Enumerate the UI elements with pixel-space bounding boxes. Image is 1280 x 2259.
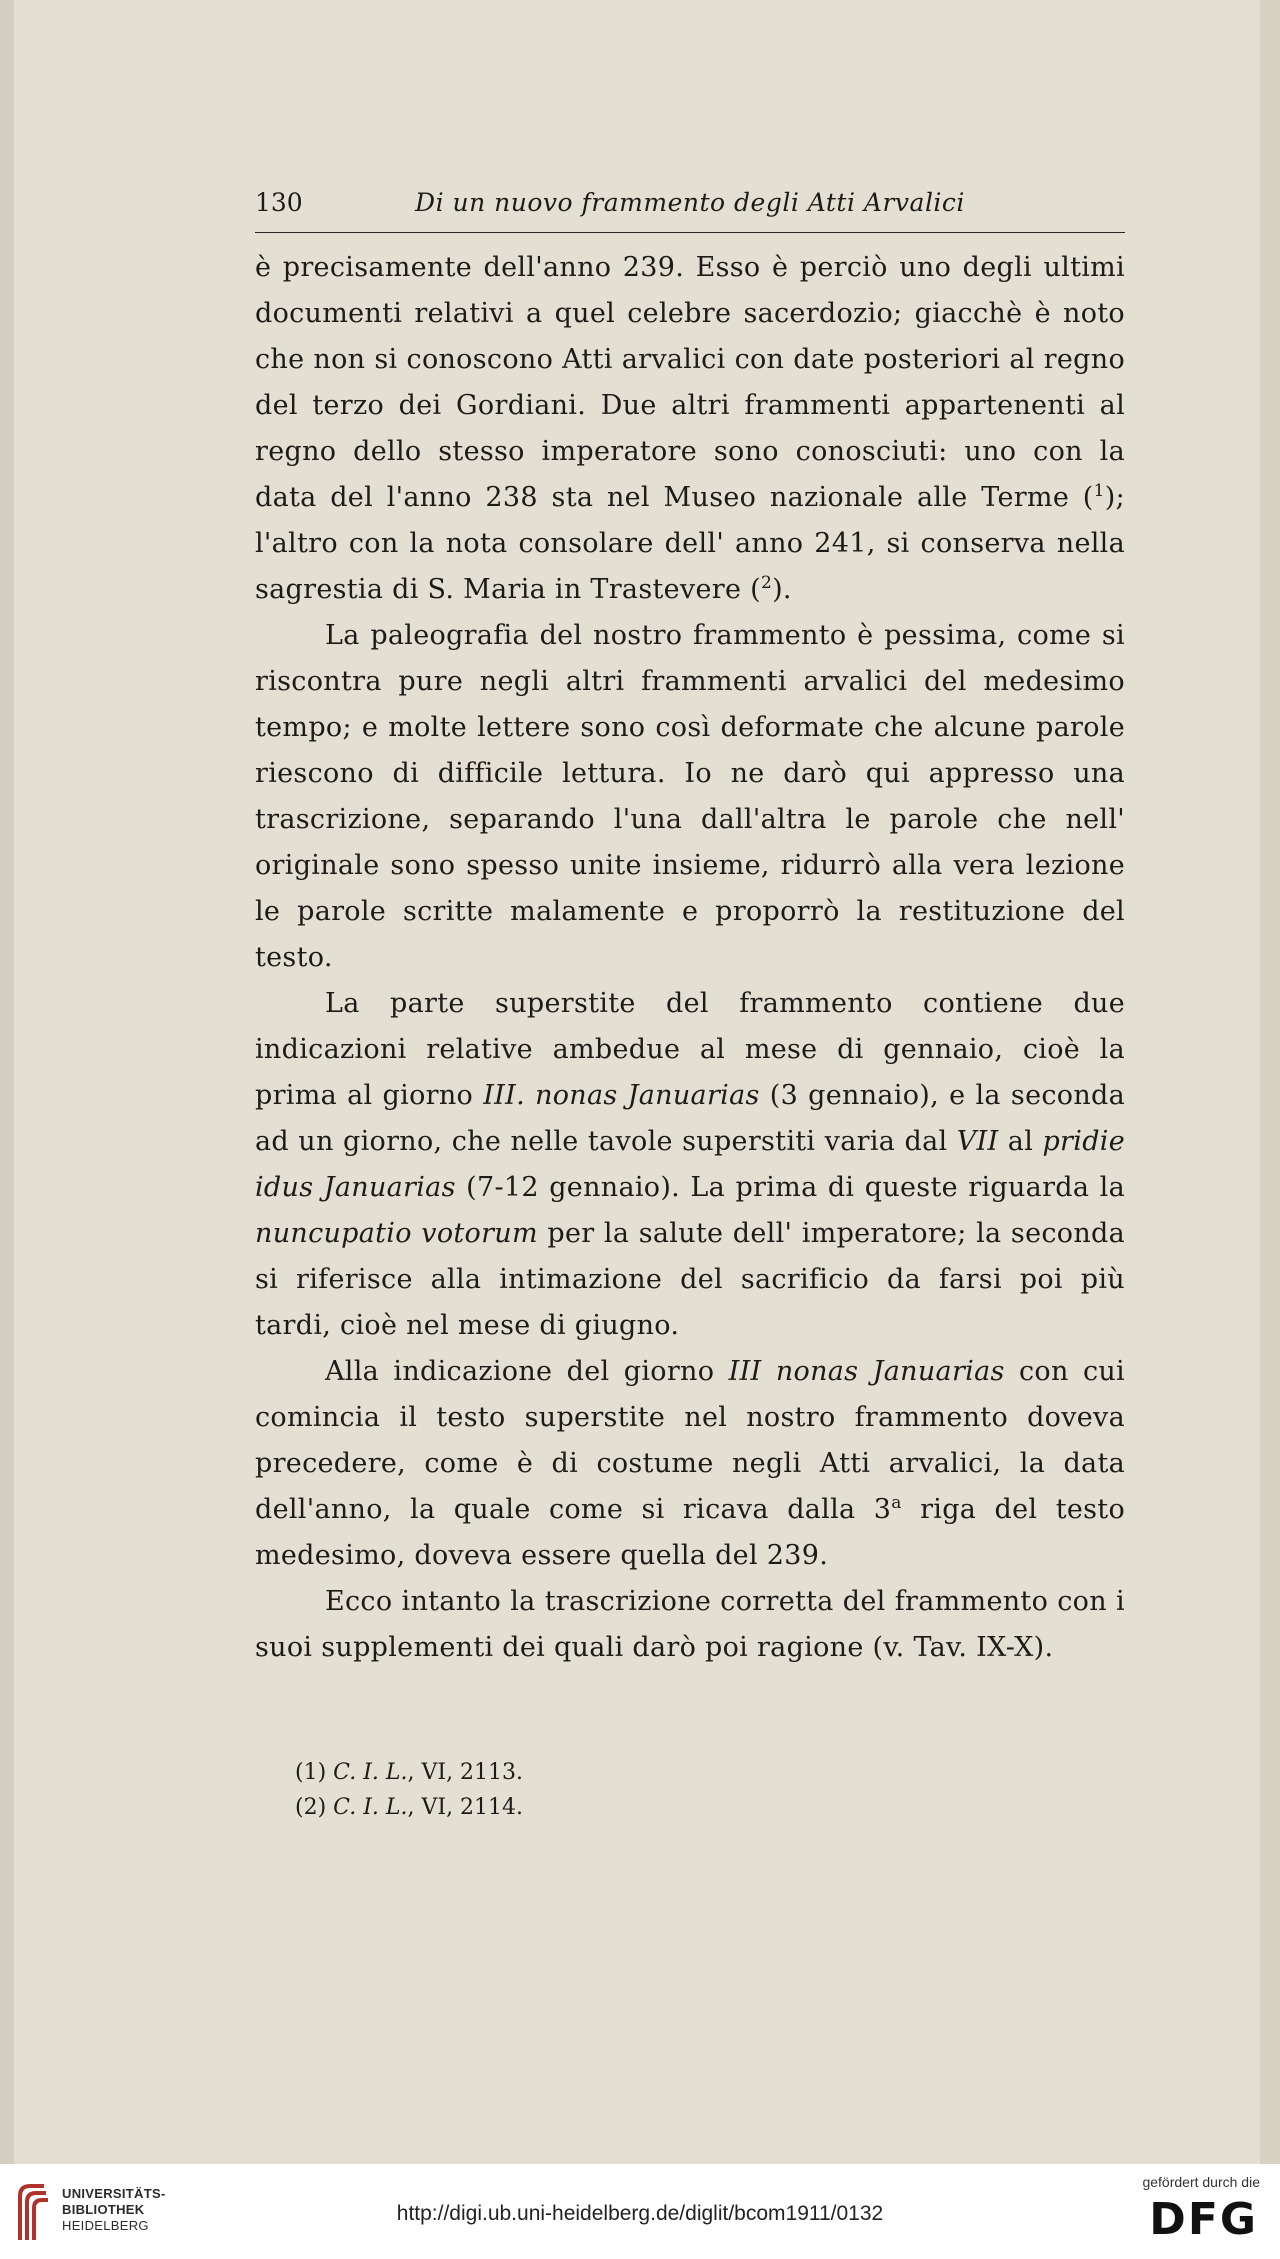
paragraph-text: (7-12 gennaio). La prima di queste riguarda la [455, 1172, 1125, 1203]
funder-caption: gefördert durch die [1142, 2174, 1260, 2190]
paragraph-3 [255, 981, 1125, 1349]
paragraph-text: è precisamente dell'anno 239. Esso è perciò uno degli ultimi documenti relativi a quel celebre sacerdozio; giacchè è noto che non si conoscono Atti arvalici con date posteriori al regno del terzo dei Gordiani. Due altri frammenti appartenenti al regno dello stesso imperatore sono conosciuti: uno con la data del l'anno 238 sta nel Museo nazionale alle Terme ( [255, 252, 1125, 513]
paragraph-1 [255, 245, 1125, 613]
paragraph-text: ); l'altro con la nota consolare dell' anno 241, si conserva nella sagrestia di S. Maria in Trastevere ( [255, 482, 1125, 605]
paragraph-text: (3 gennaio), e la seconda ad un giorno, che nelle tavole superstiti varia dal [255, 1080, 1126, 1157]
paragraph-text: con cui comincia il testo superstite nel nostro frammento doveva precedere, come è di costume negli Atti arvalici, la data dell'anno, la quale come si ricava dalla 3 [255, 1356, 1125, 1525]
footnote-ref-1: 1 [1093, 481, 1105, 501]
library-line: HEIDELBERG [62, 2218, 149, 2233]
paragraph-4 [255, 1349, 1125, 1579]
footnote-source: C. I. L. [333, 1760, 408, 1785]
dfg-logo: DFG [1149, 2194, 1258, 2245]
italic-term: nuncupatio votorum [255, 1218, 538, 1249]
footnotes [255, 1755, 1125, 1825]
page-edge-right [1260, 0, 1280, 2164]
paragraph-text: Alla indicazione del giorno [325, 1356, 729, 1387]
ordinal-superscript: a [891, 1493, 902, 1513]
paragraph-text: per la salute dell' imperatore; la seconda si riferisce alla intimazione del sacrificio da farsi poi più tardi, cioè nel mese di giugno. [255, 1218, 1125, 1341]
running-title: Di un nuovo frammento degli Atti Arvalici [415, 188, 965, 217]
page-edge-left [0, 0, 14, 2164]
italic-date: III. nonas Januarias [483, 1080, 760, 1111]
footnote-1 [295, 1755, 1125, 1790]
library-line: UNIVERSITÄTS- [62, 2186, 166, 2201]
library-line: BIBLIOTHEK [62, 2202, 145, 2217]
footnote-ref: , VI, 2113. [407, 1760, 524, 1785]
paragraph-text: al [998, 1126, 1043, 1157]
viewer-footer [0, 2164, 1280, 2259]
paragraph-text: Ecco intanto la trascrizione corretta del frammento con i suoi supplementi dei quali darò poi ragione (v. Tav. IX-X). [255, 1586, 1125, 1663]
page-number: 130 [255, 188, 303, 217]
paragraph-text: ). [772, 574, 792, 605]
footnote-mark: (2) [295, 1795, 327, 1820]
header-rule [255, 232, 1125, 233]
footnote-source: C. I. L. [333, 1795, 408, 1820]
paragraph-2 [255, 613, 1125, 981]
running-head [255, 178, 1125, 228]
footnote-mark: (1) [295, 1760, 327, 1785]
body-text [255, 245, 1125, 1671]
footnote-ref: , VI, 2114. [407, 1795, 524, 1820]
footnote-ref-2: 2 [760, 573, 773, 593]
page-content [255, 178, 1125, 1825]
permalink-url[interactable]: http://digi.ub.uni-heidelberg.de/diglit/bcom1911/0132 [396, 2202, 884, 2225]
footnote-2 [295, 1790, 1125, 1825]
italic-date: III nonas Januarias [728, 1356, 1005, 1387]
paragraph-text: La paleografia del nostro frammento è pessima, come si riscontra pure negli altri frammenti arvalici del medesimo tempo; e molte lettere sono così deformate che alcune parole riescono di difficile lettura. Io ne darò qui appresso una trascrizione, separando l'una dall'altra le parole che nell' originale sono spesso unite insieme, ridurrò alla vera lezione le parole scritte malamente e proporrò la restituzione del testo. [255, 620, 1125, 973]
paragraph-text: La parte superstite del frammento contiene due indicazioni relative ambedue al mese di gennaio, cioè la prima al giorno [255, 988, 1125, 1111]
paragraph-5 [255, 1579, 1125, 1671]
italic-date: pridie idus Januarias [255, 1126, 1125, 1203]
italic-date: VII [956, 1126, 999, 1157]
paragraph-text: riga del testo medesimo, doveva essere quella del 239. [255, 1494, 1126, 1571]
